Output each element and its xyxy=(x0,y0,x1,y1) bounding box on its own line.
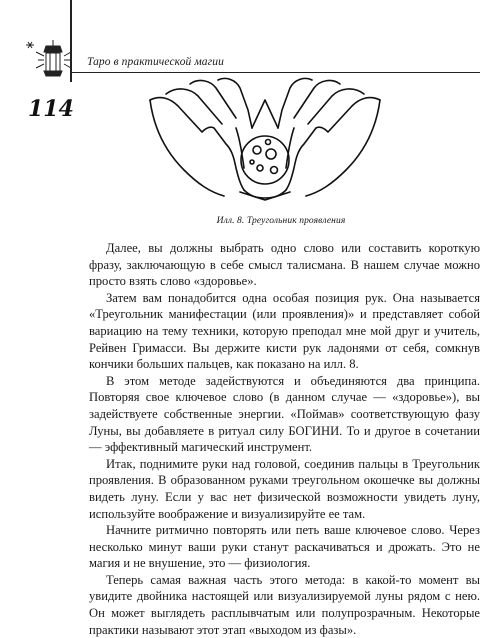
figure-caption xyxy=(0,216,502,226)
figure-caption-text: Илл. 8. Треугольник проявления xyxy=(216,216,346,226)
body-text xyxy=(89,240,480,638)
paragraph: Затем вам понадобится одна особая позиция рук. Она называется «Треугольник манифестации (или проявления)» и представляет собой вариацию на тему техники, которую преподал мне мой друг и учитель, Рейвен Гримасси. Вы держите кисти рук ладонями от себя, сомкнув кончики больших пальцев, как показано на илл. 8. xyxy=(89,290,480,372)
running-head: Таро в практической магии xyxy=(87,56,224,68)
paragraph: Итак, поднимите руки над головой, соединив пальцы в Треугольник проявления. В образованном руками треугольном окошечке вы должны видеть луну. Если у вас нет физической возможности увидеть луну, используйте воображение и визуализируйте ее там. xyxy=(89,456,480,521)
page-number: 114 xyxy=(28,96,74,122)
paragraph: Теперь самая важная часть этого метода: в какой-то момент вы увидите двойника настоящей или визуализируемой луны рядом с нею. Он может выглядеть расплывчатым или полупрозрачным. Некоторые практики называют этот этап «выходом из фазы». xyxy=(89,572,480,637)
paragraph: Начните ритмично повторять или петь ваше ключевое слово. Через несколько минут ваши руки станут раскачиваться и дрожать. Это не магия и не внушение, это — физиология. xyxy=(89,523,480,571)
lantern-ornament-icon xyxy=(8,38,72,88)
hands-forming-triangle-around-moon-icon xyxy=(140,70,390,210)
paragraph: В этом методе задействуются и объединяются два принципа. Повторяя свое ключевое слово (в данном случае — «здоровье»), вы задействуете собственные энергии. «Поймав» соответствующую фазу Луны, вы добавляете в ритуал силу БОГИНИ. То и другое в сочетании — эффективный магический инструмент. xyxy=(89,373,480,455)
paragraph: Далее, вы должны выбрать одно слово или составить короткую фразу, заключающую в себе смысл талисмана. В нашем случае можно просто взять слово «здоровье». xyxy=(89,241,480,289)
